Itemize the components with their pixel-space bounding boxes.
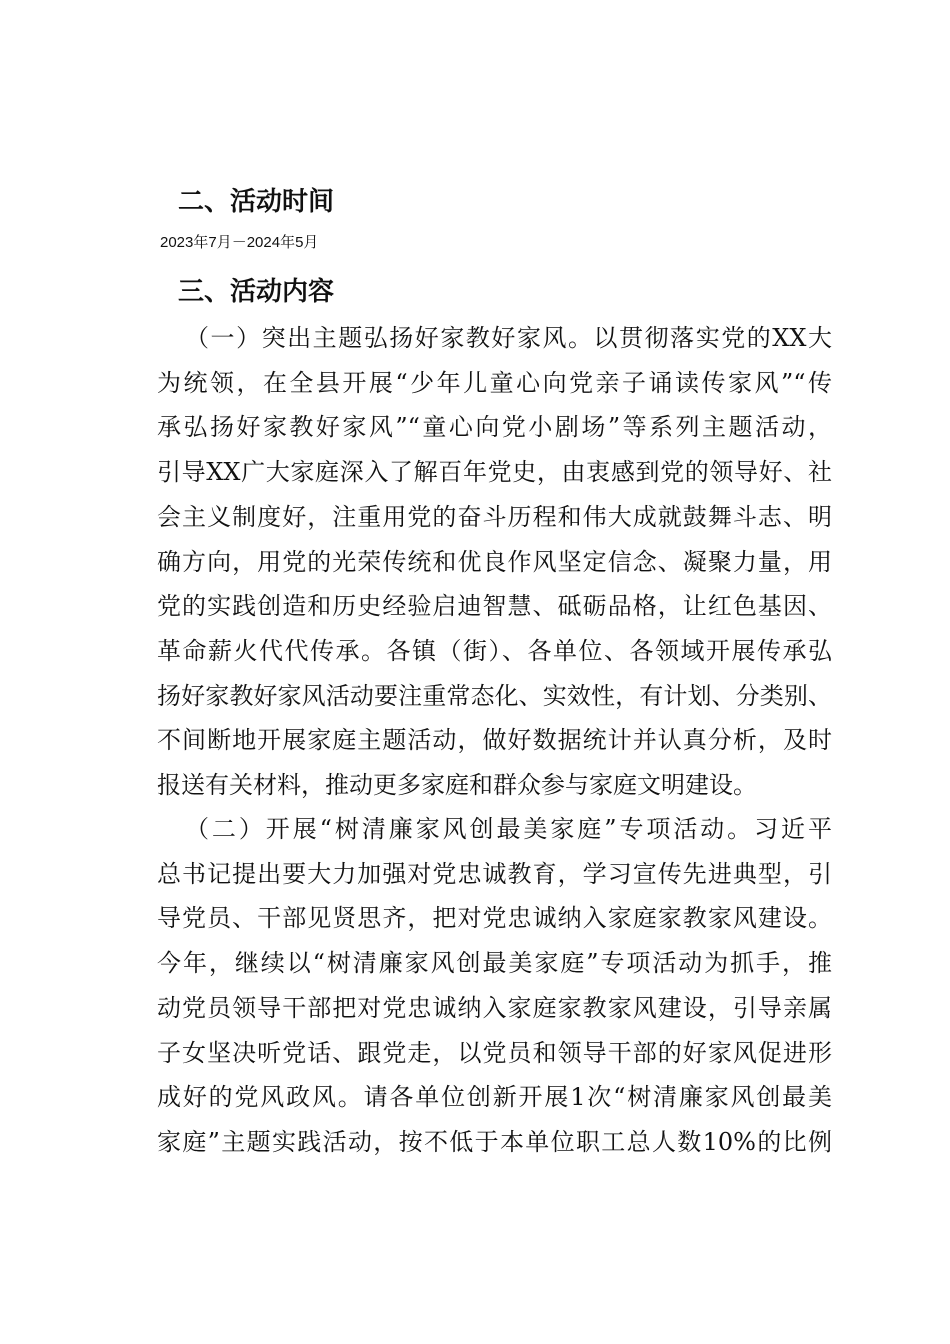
text-line: 承弘扬好家教好家风”“童心向党小剧场”等系列主题活动， [157, 413, 832, 442]
text-line: （一）突出主题弘扬好家教好家风。以贯彻落实党的XX大 [185, 324, 832, 352]
text-line: 子女坚决听党话、跟党走，以党员和领导干部的好家风促进形 [157, 1038, 832, 1067]
text-line: 成好的党风政风。请各单位创新开展1次“树清廉家风创最美 [157, 1083, 832, 1112]
activity-date-range: 2023年7月－2024年5月 [160, 234, 319, 251]
text-line: 为统领，在全县开展“少年儿童心向党亲子诵读传家风”“传 [157, 368, 832, 397]
text-line: 党的实践创造和历史经验启迪智慧、砥砺品格，让红色基因、 [157, 592, 832, 621]
text-line: 不间断地开展家庭主题活动，做好数据统计并认真分析，及时 [157, 726, 832, 755]
section-heading-activity-time: 二、活动时间 [178, 187, 335, 217]
text-line: 会主义制度好，注重用党的奋斗历程和伟大成就鼓舞斗志、明 [157, 502, 832, 531]
text-line: 革命薪火代代传承。各镇（街）、各单位、各领域开展传承弘 [157, 636, 832, 665]
text-line: 今年，继续以“树清廉家风创最美家庭”专项活动为抓手，推 [157, 949, 832, 978]
text-line: 家庭”主题实践活动，按不低于本单位职工总人数10%的比例 [157, 1127, 832, 1156]
text-line: 扬好家教好家风活动要注重常态化、实效性，有计划、分类别、 [157, 681, 832, 710]
text-line: 报送有关材料，推动更多家庭和群众参与家庭文明建设。 [157, 771, 757, 799]
text-line: 动党员领导干部把对党忠诚纳入家庭家教家风建设，引导亲属 [157, 993, 832, 1022]
text-line: （二）开展“树清廉家风创最美家庭”专项活动。习近平 [185, 815, 832, 843]
section-heading-activity-content: 三、活动内容 [178, 277, 335, 307]
text-line: 引导XX广大家庭深入了解百年党史，由衷感到党的领导好、社 [157, 458, 832, 487]
text-line: 确方向，用党的光荣传统和优良作风坚定信念、凝聚力量，用 [157, 547, 832, 576]
text-line: 总书记提出要大力加强对党忠诚教育，学习宣传先进典型，引 [157, 859, 832, 888]
text-line: 导党员、干部见贤思齐，把对党忠诚纳入家庭家教家风建设。 [157, 904, 832, 933]
